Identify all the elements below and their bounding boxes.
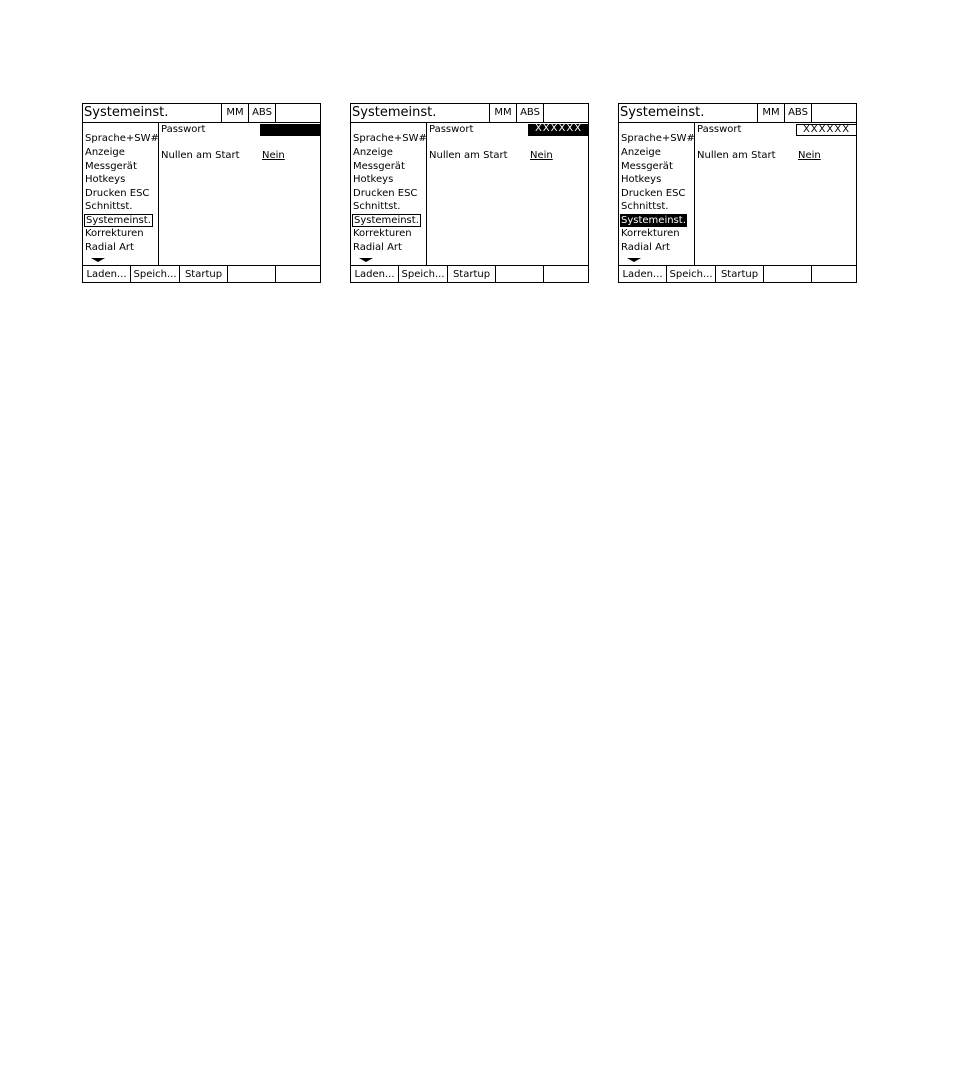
menu-item-anzeige[interactable]: Anzeige (621, 147, 661, 158)
softkey-4[interactable] (764, 266, 812, 283)
softkey-5[interactable] (812, 266, 856, 283)
menu-item-systemeinst[interactable]: Systemeinst. (86, 215, 151, 226)
softkey-bar (619, 265, 856, 283)
menu-item-hotkeys[interactable]: Hotkeys (85, 174, 126, 185)
triangle-down-icon[interactable] (359, 258, 373, 262)
screen-2 (350, 103, 589, 283)
softkey-laden[interactable]: Laden... (351, 266, 399, 283)
content-panel (159, 123, 320, 265)
softkey-startup[interactable]: Startup (180, 266, 228, 283)
softkey-laden[interactable]: Laden... (619, 266, 667, 283)
menu-item-hotkeys[interactable]: Hotkeys (353, 174, 394, 185)
softkey-4[interactable] (228, 266, 276, 283)
nullen-am-start-label: Nullen am Start (429, 150, 508, 161)
unit-indicator: MM (221, 104, 249, 122)
nullen-am-start-value[interactable]: Nein (798, 150, 821, 161)
menu-item-systemeinst[interactable]: Systemeinst. (354, 215, 419, 226)
menu-item-korrekturen[interactable]: Korrekturen (85, 228, 144, 239)
content-panel (427, 123, 588, 265)
menu-item-systemeinst[interactable]: Systemeinst. (621, 215, 686, 226)
menu-list (83, 123, 159, 265)
softkey-speich[interactable]: Speich... (131, 266, 180, 283)
nullen-am-start-value[interactable]: Nein (530, 150, 553, 161)
password-field[interactable] (260, 124, 321, 136)
menu-list (351, 123, 427, 265)
menu-item-schnittst[interactable]: Schnittst. (85, 201, 133, 212)
softkey-startup[interactable]: Startup (448, 266, 496, 283)
softkey-startup[interactable]: Startup (716, 266, 764, 283)
title-bar (619, 104, 856, 123)
menu-item-drucken[interactable]: Drucken ESC (85, 188, 150, 199)
menu-item-messgeraet[interactable]: Messgerät (353, 161, 405, 172)
menu-item-schnittst[interactable]: Schnittst. (353, 201, 401, 212)
menu-item-sprache[interactable]: Sprache+SW# (621, 133, 695, 144)
softkey-5[interactable] (544, 266, 588, 283)
softkey-bar (83, 265, 320, 283)
mode-indicator: ABS (785, 104, 812, 122)
menu-item-korrekturen[interactable]: Korrekturen (621, 228, 680, 239)
menu-item-sprache[interactable]: Sprache+SW# (353, 133, 427, 144)
unit-indicator: MM (489, 104, 517, 122)
password-field[interactable]: XXXXXX (796, 124, 857, 136)
softkey-4[interactable] (496, 266, 544, 283)
nullen-am-start-label: Nullen am Start (161, 150, 240, 161)
screen-title: Systemeinst. (352, 105, 437, 120)
softkey-speich[interactable]: Speich... (667, 266, 716, 283)
title-bar (351, 104, 588, 123)
softkey-laden[interactable]: Laden... (83, 266, 131, 283)
menu-item-sprache[interactable]: Sprache+SW# (85, 133, 159, 144)
menu-item-radial-art[interactable]: Radial Art (621, 242, 670, 253)
menu-item-drucken[interactable]: Drucken ESC (621, 188, 686, 199)
password-label: Passwort (161, 124, 206, 135)
menu-item-radial-art[interactable]: Radial Art (353, 242, 402, 253)
triangle-down-icon[interactable] (627, 258, 641, 262)
menu-item-drucken[interactable]: Drucken ESC (353, 188, 418, 199)
triangle-down-icon[interactable] (91, 258, 105, 262)
nullen-am-start-value[interactable]: Nein (262, 150, 285, 161)
menu-item-anzeige[interactable]: Anzeige (353, 147, 393, 158)
mode-indicator: ABS (249, 104, 276, 122)
password-label: Passwort (697, 124, 742, 135)
title-bar (83, 104, 320, 123)
softkey-bar (351, 265, 588, 283)
softkey-5[interactable] (276, 266, 320, 283)
content-panel (695, 123, 856, 265)
menu-item-messgeraet[interactable]: Messgerät (621, 161, 673, 172)
menu-item-anzeige[interactable]: Anzeige (85, 147, 125, 158)
unit-indicator: MM (757, 104, 785, 122)
menu-item-korrekturen[interactable]: Korrekturen (353, 228, 412, 239)
menu-item-hotkeys[interactable]: Hotkeys (621, 174, 662, 185)
password-field[interactable]: XXXXXX (528, 124, 589, 136)
menu-item-radial-art[interactable]: Radial Art (85, 242, 134, 253)
menu-item-schnittst[interactable]: Schnittst. (621, 201, 669, 212)
menu-list (619, 123, 695, 265)
password-label: Passwort (429, 124, 474, 135)
menu-item-messgeraet[interactable]: Messgerät (85, 161, 137, 172)
screen-title: Systemeinst. (84, 105, 169, 120)
screen-1 (82, 103, 321, 283)
screen-title: Systemeinst. (620, 105, 705, 120)
nullen-am-start-label: Nullen am Start (697, 150, 776, 161)
softkey-speich[interactable]: Speich... (399, 266, 448, 283)
screen-3 (618, 103, 857, 283)
mode-indicator: ABS (517, 104, 544, 122)
